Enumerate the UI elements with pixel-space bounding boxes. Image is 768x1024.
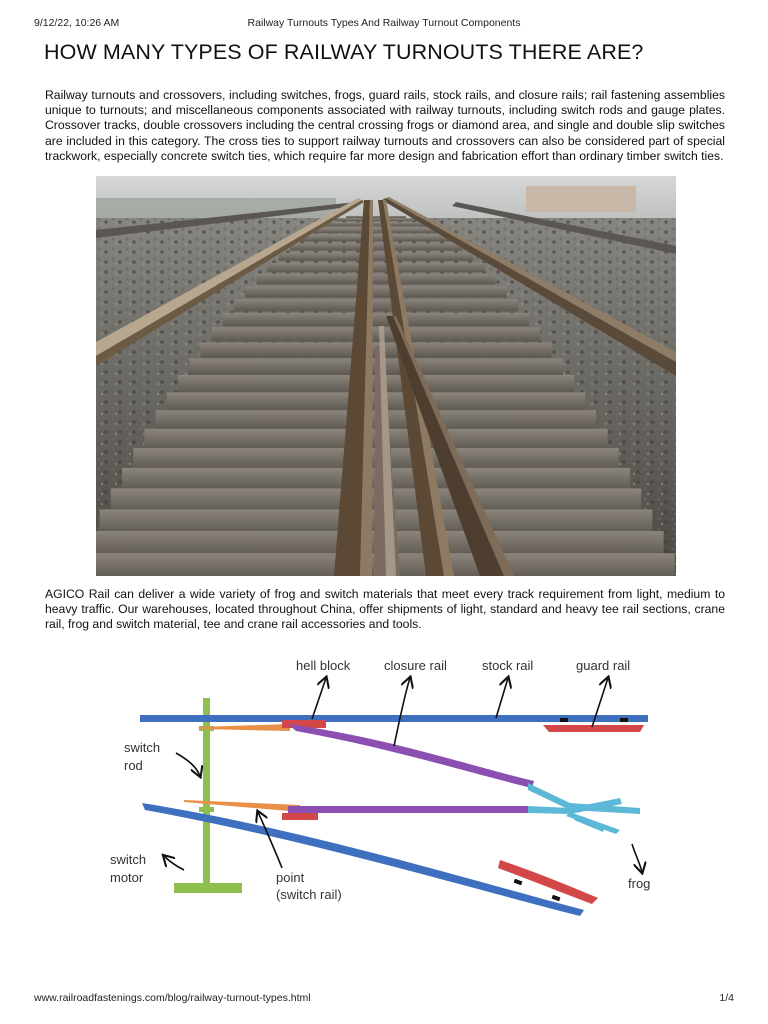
closure-rail-straight-shape [288, 806, 528, 813]
heel-block-bottom-shape [282, 813, 318, 820]
closure-rail-curved-shape [288, 724, 534, 788]
frog-shape [528, 783, 640, 834]
track-tie [312, 228, 439, 233]
hell-block-arrow [312, 678, 326, 719]
guard-rail-tie [560, 718, 568, 722]
label-point-line1: point [276, 870, 305, 885]
label-closure-rail: closure rail [384, 658, 447, 673]
label-stock-rail: stock rail [482, 658, 534, 673]
agico-paragraph: AGICO Rail can deliver a wide variety of frog and switch materials that meet every track requirement from light, medium to heavy traffic. Our warehouses, located throughout China, offer shipments of light, standard and heavy tee rail sections, crane rail, frog and switch material, tee and crane rail accessories and tools. [45, 587, 725, 632]
closure-rail-arrow [394, 678, 410, 746]
print-footer [34, 992, 734, 1006]
track-tie [212, 327, 541, 342]
label-switch-motor-line2: motor [110, 870, 144, 885]
track-tie [223, 313, 529, 326]
label-switch-rod-line2: rod [124, 758, 143, 773]
label-guard-rail: guard rail [576, 658, 631, 673]
track-tie [268, 263, 485, 272]
track-tie [335, 218, 417, 221]
label-switch-motor-line1: switch [110, 852, 147, 867]
callout-arrows [164, 678, 642, 872]
track-tie [346, 216, 406, 218]
switch-motor-arrow [164, 856, 184, 870]
turnout-photo [96, 176, 676, 576]
guard-rail-tie-2 [620, 718, 628, 722]
footer-url: www.railroadfastenings.com/blog/railway-turnout-types.html [34, 992, 311, 1004]
label-switch-rod-line1: switch [124, 740, 161, 755]
label-hell-block: hell block [296, 658, 351, 673]
intro-paragraph: Railway turnouts and crossovers, including switches, frogs, guard rails, stock rails, and closure rails; rail fastening assemblies unique to turnouts; and miscellaneous components associated with railway turnouts, including switch rods and gauge plates. Crossover tracks, double crossovers including the central crossing frogs or diamond area, and single and double slip switches are included in this category. The cross ties to support railway turnouts and crossovers can also be considered part of special trackwork, especially concrete switch ties, which require far more design and fabrication effort than ordinary timber switch ties. [45, 88, 725, 163]
track-tie [301, 235, 451, 241]
guard-rail-top-shape [543, 725, 644, 732]
track-tie [290, 243, 462, 250]
track-tie [279, 253, 473, 261]
label-point-line2: (switch rail) [276, 887, 342, 902]
switch-rod-arrow [176, 753, 200, 776]
track-tie [256, 274, 495, 284]
turnout-components-diagram [100, 648, 670, 928]
label-frog: frog [628, 876, 651, 891]
switch-rod-clip-bottom [199, 807, 214, 812]
print-page-title: Railway Turnouts Types And Railway Turnout Components [247, 17, 521, 29]
footer-page-number: 1/4 [719, 992, 734, 1004]
track-tie [234, 299, 518, 311]
print-datetime: 9/12/22, 10:26 AM [34, 17, 120, 29]
point-arrow [258, 812, 282, 868]
track-tie [245, 286, 507, 297]
guard-rail-tie-4 [552, 895, 561, 901]
stock-rail-top-shape [140, 715, 648, 722]
article-heading: HOW MANY TYPES OF RAILWAY TURNOUTS THERE ARE? [44, 40, 644, 64]
print-header [34, 17, 734, 31]
stock-rail-arrow [496, 678, 508, 718]
switch-motor-shape [174, 883, 242, 893]
track-tie [324, 222, 429, 226]
frog-arrow [632, 844, 642, 872]
guard-rail-tie-3 [514, 879, 523, 885]
